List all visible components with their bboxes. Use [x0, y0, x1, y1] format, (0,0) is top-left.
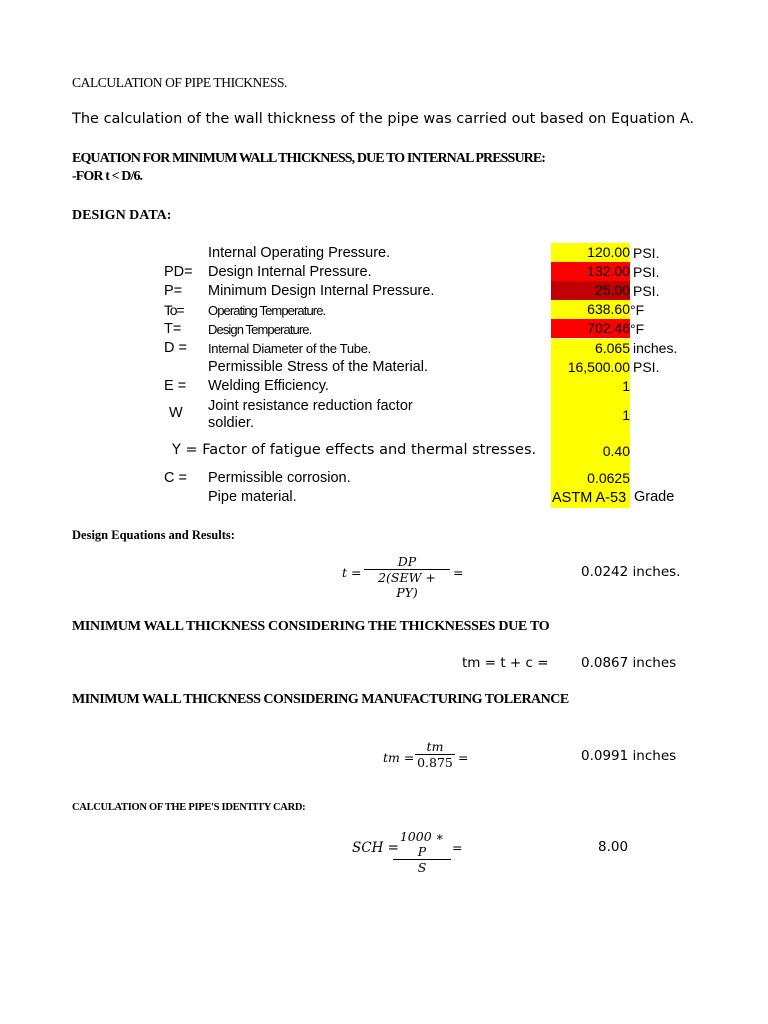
equation-fraction [393, 829, 451, 875]
yellow-fill [551, 434, 630, 441]
intro-text: The calculation of the wall thickness of the pipe was carried out based on Equation A. [72, 111, 695, 127]
fraction-denominator: 0.875 [415, 754, 455, 770]
equation-lhs: tm = [383, 750, 415, 765]
symbol-label: To= [164, 302, 184, 318]
fraction-numerator: 1000 ∗ P [399, 829, 445, 859]
min-wall-heading: MINIMUM WALL THICKNESS CONSIDERING THE THICKNESSES DUE TO [72, 619, 550, 634]
symbol-label: PD= [164, 264, 193, 280]
page-title: CALCULATION OF PIPE THICKNESS. [72, 75, 288, 90]
equation-result: 8.00 [598, 839, 629, 855]
fraction-numerator: DP [397, 554, 417, 569]
row-label: Design Internal Pressure. [208, 264, 372, 280]
row-label: soldier. [208, 415, 254, 431]
value-cell: 0.40 [551, 441, 630, 461]
yellow-fill [551, 461, 630, 469]
equation-result: 0.0991 inches [581, 748, 677, 764]
symbol-label: P= [164, 283, 183, 299]
unit-label: °F [630, 321, 645, 337]
row-label: Permissible Stress of the Material. [208, 359, 428, 375]
unit-label: inches. [633, 340, 678, 356]
unit-label: Grade [634, 489, 675, 505]
row-label: Minimum Design Internal Pressure. [208, 283, 435, 299]
unit-label: PSI. [633, 264, 660, 280]
equation-fraction [415, 739, 455, 770]
fraction-denominator: 2(SEW + PY) [364, 569, 450, 600]
equation-equals: = [453, 565, 464, 580]
value-cell: 120.00 [551, 243, 630, 262]
value-cell: 702.46 [551, 319, 630, 338]
value-cell: 0.0625 [551, 469, 630, 488]
value-cell: 132.00 [551, 262, 630, 281]
row-label: Joint resistance reduction factor [208, 398, 413, 414]
row-label: Welding Efficiency. [208, 378, 329, 394]
row-label: Y = Factor of fatigue effects and thermal stresses. [172, 442, 537, 458]
tm-equation: tm = t + c = [462, 655, 549, 671]
symbol-label: D = [164, 340, 187, 356]
row-label: Pipe material. [208, 489, 297, 505]
symbol-label: W [169, 405, 183, 421]
row-label: Operating Temperature. [208, 303, 326, 318]
value-cell: 16,500.00 [551, 358, 630, 377]
results-heading: Design Equations and Results: [72, 528, 235, 542]
design-data-heading: DESIGN DATA: [72, 208, 172, 223]
symbol-label: E = [164, 378, 187, 394]
equation-lhs: SCH = [352, 840, 399, 856]
unit-label: PSI. [633, 359, 660, 375]
row-label: Internal Diameter of the Tube. [208, 341, 371, 356]
symbol-label: C = [164, 470, 187, 486]
equation-fraction [364, 554, 450, 600]
row-label: Permissible corrosion. [208, 470, 351, 486]
unit-label: PSI. [633, 283, 660, 299]
fraction-denominator: S [393, 859, 451, 875]
equation-lhs: t = [342, 565, 362, 580]
unit-label: °F [630, 302, 645, 318]
value-cell: 638.60 [551, 300, 630, 319]
tolerance-heading: MINIMUM WALL THICKNESS CONSIDERING MANUFACTURING TOLERANCE [72, 692, 569, 707]
equation-heading: EQUATION FOR MINIMUM WALL THICKNESS, DUE TO INTERNAL PRESSURE: [72, 151, 546, 166]
condition-text: -FOR t < D/6. [72, 169, 143, 184]
fraction-numerator: tm [426, 739, 444, 754]
value-cell: ASTM A-53 [551, 488, 630, 508]
equation-equals: = [452, 840, 463, 855]
value-cell: 1 [551, 377, 630, 396]
equation-result: 0.0242 inches. [581, 564, 681, 580]
value-cell: 25.00 [551, 281, 630, 300]
tm-result: 0.0867 inches [581, 655, 677, 671]
unit-label: PSI. [633, 245, 660, 261]
row-label: Internal Operating Pressure. [208, 245, 391, 261]
identity-heading: CALCULATION OF THE PIPE'S IDENTITY CARD: [72, 802, 306, 813]
symbol-label: T= [164, 321, 182, 337]
row-label: Design Temperature. [208, 322, 312, 337]
value-cell: 6.065 [551, 339, 630, 358]
value-cell: 1 [551, 396, 630, 434]
equation-equals: = [458, 750, 469, 765]
